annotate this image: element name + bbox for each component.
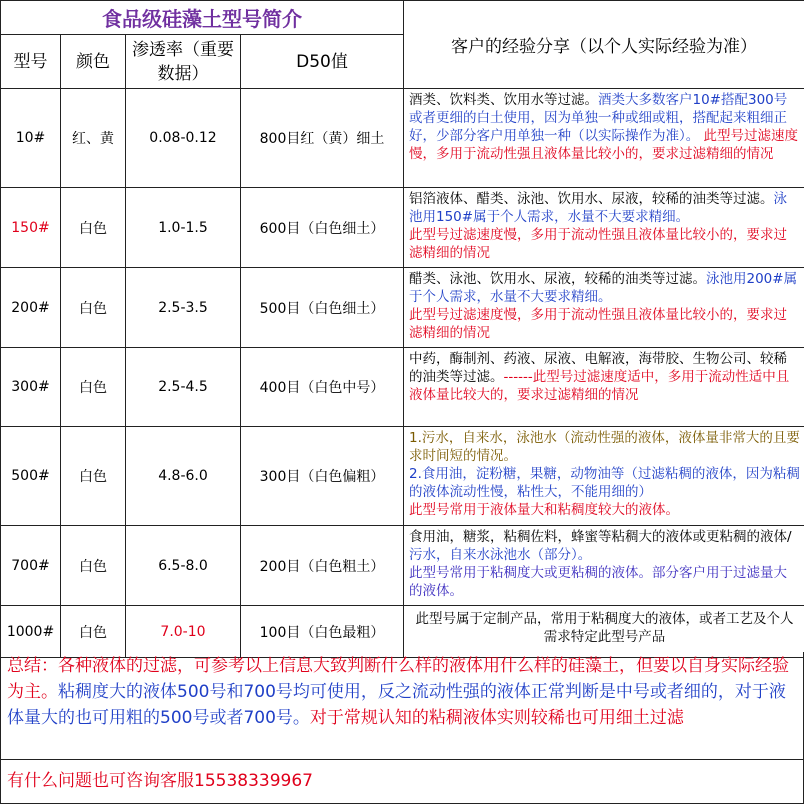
experience-text xyxy=(404,348,804,426)
experience-text xyxy=(404,188,804,267)
contact-line: 有什么问题也可咨询客服15538339967 xyxy=(0,760,804,804)
d50-cell: 500目（白色细土） xyxy=(241,268,404,348)
d50-cell: 300目（白色偏粗） xyxy=(241,427,404,526)
d50-cell: 100目（白色最粗） xyxy=(241,606,404,658)
experience-cell xyxy=(404,89,804,188)
text-segment: 此型号过滤速度慢，多用于流动性强且液体量比较小的，要求过滤精细的情况 xyxy=(409,227,787,261)
text-segment: 泳池用200#属于个人需求，水量不大要求精细。 xyxy=(409,271,798,305)
text-segment: 中药，酶制剂、药液、尿液、电解液，海带胶、生物公司、较稀的油类等过滤。 xyxy=(409,351,787,385)
text-segment: 此型号常用于液体量大和粘稠度较大的液体。 xyxy=(409,502,679,518)
experience-text xyxy=(404,606,804,657)
text-segment: 2.食用油，淀粉糖，果糖，动物油等（过滤粘稠的液体，因为粘稠的液体流动性慢，粘性大，不能用细的） xyxy=(409,466,800,500)
text-segment: 此型号过滤速度慢，多用于流动性强且液体量比较小的，要求过滤精细的情况 xyxy=(409,307,787,341)
text-segment: 泳池用150#属于个人需求，水量不大要求精细。 xyxy=(409,191,787,225)
model-cell: 1000# xyxy=(1,606,61,658)
d50-cell: 200目（白色粗土） xyxy=(241,526,404,606)
experience-text xyxy=(404,526,804,605)
permeability-cell: 2.5-4.5 xyxy=(126,348,241,427)
text-segment: 此型号属于定制产品，常用于粘稠度大的液体，或者工艺及个人需求特定此型号产品 xyxy=(415,611,794,645)
model-cell: 300# xyxy=(1,348,61,427)
text-segment: 食用油，糖浆，粘稠佐料，蜂蜜等粘稠大的液体或更粘稠的液体/ xyxy=(409,529,792,545)
experience-cell xyxy=(404,427,804,526)
header-color: 颜色 xyxy=(61,35,126,89)
d50-cell: 800目红（黄）细土 xyxy=(241,89,404,188)
summary-note xyxy=(0,652,804,760)
text-segment: 酒类大多数客户10#搭配300号或者更细的白土使用，因为单独一种或细或粗，搭配起来粗细正好，少部分客户用单独一种（以实际操作为准）。 xyxy=(409,92,788,144)
table-row xyxy=(1,606,804,658)
d50-cell: 600目（白色细土） xyxy=(241,188,404,268)
table-row xyxy=(1,89,804,188)
page-title: 食品级硅藻土型号简介 xyxy=(1,1,404,35)
text-segment: 醋类、泳池、饮用水、尿液，较稀的油类等过滤。 xyxy=(409,271,706,287)
table-row xyxy=(1,526,804,606)
permeability-cell: 6.5-8.0 xyxy=(126,526,241,606)
d50-cell: 400目（白色中号） xyxy=(241,348,404,427)
color-cell: 白色 xyxy=(61,348,126,427)
model-cell: 200# xyxy=(1,268,61,348)
text-segment: 此型号常用于粘稠度大或更粘稠的液体。部分客户用于过滤量大的液体。 xyxy=(409,565,787,599)
experience-text xyxy=(404,427,804,525)
experience-text xyxy=(404,89,804,187)
table-row xyxy=(1,348,804,427)
text-segment: ------此型号过滤速度适中，多用于流动性适中且液体量比较大的，要求过滤精细的情况 xyxy=(409,369,790,403)
text-segment: 污水，自来水泳池水（部分）。 xyxy=(409,547,592,563)
color-cell: 白色 xyxy=(61,268,126,348)
color-cell: 白色 xyxy=(61,526,126,606)
permeability-cell: 7.0-10 xyxy=(126,606,241,658)
text-segment: 酒类、饮料类、饮用水等过滤。 xyxy=(409,92,598,108)
experience-cell xyxy=(404,268,804,348)
experience-cell xyxy=(404,188,804,268)
permeability-cell: 1.0-1.5 xyxy=(126,188,241,268)
experience-cell xyxy=(404,606,804,658)
model-cell: 10# xyxy=(1,89,61,188)
text-segment: 此型号过滤速度慢，多用于流动性强且液体量比较小的，要求过滤精细的情况 xyxy=(409,128,799,162)
model-cell: 700# xyxy=(1,526,61,606)
table-row xyxy=(1,268,804,348)
color-cell: 白色 xyxy=(61,188,126,268)
color-cell: 红、黄 xyxy=(61,89,126,188)
permeability-cell: 0.08-0.12 xyxy=(126,89,241,188)
experience-cell xyxy=(404,348,804,427)
text-segment: 对于常规认知的粘稠液体实则较稀也可用细土过滤 xyxy=(309,708,684,728)
permeability-cell: 2.5-3.5 xyxy=(126,268,241,348)
table-row xyxy=(1,427,804,526)
model-cell: 150# xyxy=(1,188,61,268)
text-segment: 粘稠度大的液体500号和700号均可使用，反之流动性强的液体正常判断是中号或者细的，对于液体量大的也可用粗的500号或者700号。 xyxy=(7,682,786,728)
table-row xyxy=(1,188,804,268)
permeability-cell: 4.8-6.0 xyxy=(126,427,241,526)
experience-text xyxy=(404,268,804,347)
header-permeability: 渗透率（重要数据） xyxy=(126,35,241,89)
experience-cell xyxy=(404,526,804,606)
color-cell: 白色 xyxy=(61,427,126,526)
color-cell: 白色 xyxy=(61,606,126,658)
header-model: 型号 xyxy=(1,35,61,89)
experience-header: 客户的经验分享（以个人实际经验为准） xyxy=(404,1,804,89)
text-segment: 铝箔液体、醋类、泳池、饮用水、尿液，较稀的油类等过滤。 xyxy=(409,191,774,207)
text-segment: 1.污水，自来水，泳池水（流动性强的液体，液体量非常大的且要求时间短的情况。 xyxy=(409,430,800,464)
model-cell: 500# xyxy=(1,427,61,526)
text-segment: 总结：各种液体的过滤，可参考以上信息大致判断什么样的液体用什么样的硅藻土，但要以自身实际经验为主。 xyxy=(7,656,789,702)
header-d50: D50值 xyxy=(241,35,404,89)
